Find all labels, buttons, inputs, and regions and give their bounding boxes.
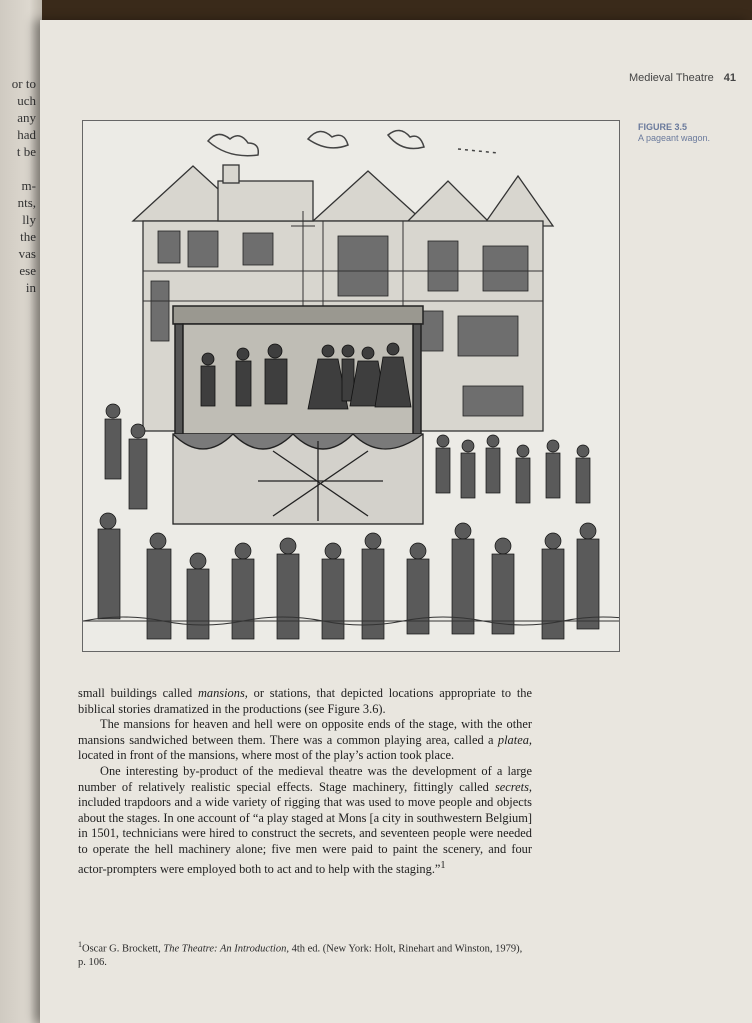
left-page-fragment: m- [21,178,36,193]
footnote-marker: 1 [78,940,82,949]
text-run: Oscar G. Brockett, [82,943,164,955]
left-page-fragment: had [17,127,36,142]
left-page-fragment: the [20,229,36,244]
italic-term: platea, [497,732,532,747]
paragraph [78,717,532,764]
figure-caption-text: A pageant wagon. [638,133,711,143]
paragraph [78,764,532,877]
left-page-fragment: uch [17,93,36,108]
left-page-fragment: any [17,110,36,125]
italic-term: secrets, [494,779,532,794]
left-page-fragment: or to [11,76,36,91]
figure-caption [638,122,710,143]
footnote-ref: 1 [440,859,446,871]
left-page-fragment: ese [19,263,36,278]
text-run: The mansions for heaven and hell were on opposite ends of the stage, with the other mansions sandwiched between them. There was a common playing area, called a [78,717,532,747]
figure-illustration [82,120,620,652]
left-page-fragment: vas [18,246,36,261]
left-page-edge [0,0,42,1023]
text-run: 4th ed. (New York: Holt, Rinehart and Winston, 1979), p. 106. [78,943,523,968]
left-page-fragment: t be [16,144,36,159]
running-head-title: Medieval Theatre [628,72,714,84]
text-run: or stations, that depicted locations appropriate to the biblical stories dramatized in the productions (see Figure 3.6). [78,686,533,716]
page-number: 41 [723,72,736,84]
text-run: One interesting by-product of the medieval theatre was the development of a large number of relatively realistic special effects. Stage machinery, fittingly called [78,763,532,794]
text-run: located in front of the mansions, where most of the play’s action took place. [78,748,455,763]
running-head [629,72,736,84]
text-run: small buildings called [78,686,198,700]
left-page-fragment: nts, [17,195,36,210]
footnote [78,938,532,969]
book-page [40,20,752,1023]
text-run: included trapdoors and a wide variety of rigging that was used to move people and objects about the stages. In one account of “a play staged at Mons [a city in southwestern Belgium] in 1501, technicians were hired to construct the secrets, and seventeen people were needed to operate the hell machinery alone; five men were paid to paint the scenery, and four actor-prompters were employed both to act and to help with the staging.” [78,795,532,876]
body-text [78,686,532,877]
italic-title: The Theatre: An Introduction, [163,943,289,955]
italic-term: mansions, [197,686,248,700]
left-page-fragment: lly [22,212,36,227]
left-page-fragment: in [25,280,36,295]
paragraph [78,686,532,717]
pageant-wagon-icon [83,121,619,651]
figure-number: FIGURE 3.5 [638,122,688,132]
